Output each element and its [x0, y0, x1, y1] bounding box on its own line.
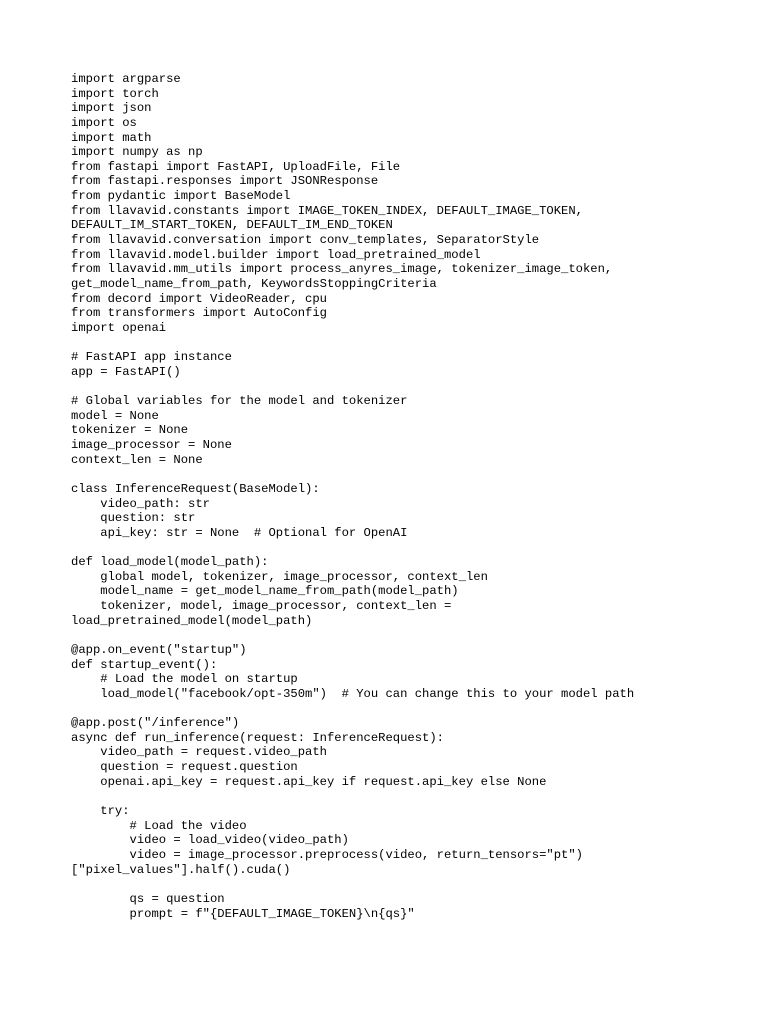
code-line: tokenizer, model, image_processor, context_len =	[71, 599, 452, 614]
code-line: load_pretrained_model(model_path)	[71, 613, 313, 628]
code-line: from decord import VideoReader, cpu	[71, 291, 327, 306]
code-line	[71, 789, 731, 804]
code-line: model_name = get_model_name_from_path(model_path)	[71, 584, 459, 599]
code-line: DEFAULT_IM_START_TOKEN, DEFAULT_IM_END_TOKEN	[71, 218, 393, 233]
code-line: # FastAPI app instance	[71, 350, 232, 365]
code-line: from pydantic import BaseModel	[71, 189, 291, 204]
code-line	[71, 467, 731, 482]
code-line: video_path = request.video_path	[71, 745, 327, 760]
code-line: app = FastAPI()	[71, 364, 181, 379]
code-line: import openai	[71, 320, 167, 335]
code-line: from fastapi.responses import JSONResponse	[71, 174, 379, 189]
code-line: question: str	[71, 511, 196, 526]
code-line: # Global variables for the model and tokenizer	[71, 394, 408, 409]
code-line: import os	[71, 115, 137, 130]
code-line: global model, tokenizer, image_processor, context_len	[71, 569, 488, 584]
code-line: def load_model(model_path):	[71, 555, 269, 570]
code-line: tokenizer = None	[71, 423, 189, 438]
code-line: from llavavid.mm_utils import process_anyres_image, tokenizer_image_token,	[71, 262, 613, 277]
code-line: # Load the video	[71, 818, 247, 833]
code-line: get_model_name_from_path, KeywordsStoppingCriteria	[71, 276, 437, 291]
code-line: image_processor = None	[71, 438, 232, 453]
code-line: question = request.question	[71, 760, 298, 775]
code-line: import math	[71, 130, 152, 145]
code-line: from transformers import AutoConfig	[71, 306, 327, 321]
code-line	[71, 336, 731, 351]
code-line: from llavavid.constants import IMAGE_TOKEN_INDEX, DEFAULT_IMAGE_TOKEN,	[71, 203, 583, 218]
code-line: import torch	[71, 86, 159, 101]
code-line: from fastapi import FastAPI, UploadFile, File	[71, 159, 401, 174]
code-line: from llavavid.model.builder import load_pretrained_model	[71, 247, 481, 262]
code-line	[71, 541, 731, 556]
code-line: async def run_inference(request: InferenceRequest):	[71, 730, 444, 745]
code-line: model = None	[71, 408, 159, 423]
code-line: video = image_processor.preprocess(video, return_tensors="pt")	[71, 847, 583, 862]
code-line: import json	[71, 101, 152, 116]
code-line: @app.on_event("startup")	[71, 642, 247, 657]
code-line: ["pixel_values"].half().cuda()	[71, 862, 291, 877]
code-line: video_path: str	[71, 496, 210, 511]
code-line	[71, 379, 731, 394]
code-line: openai.api_key = request.api_key if request.api_key else None	[71, 774, 547, 789]
code-line: qs = question	[71, 891, 225, 906]
code-line: import argparse	[71, 72, 181, 86]
code-line: class InferenceRequest(BaseModel):	[71, 481, 320, 496]
code-line: from llavavid.conversation import conv_templates, SeparatorStyle	[71, 233, 540, 248]
code-line: @app.post("/inference")	[71, 716, 240, 731]
code-line: # Load the model on startup	[71, 672, 298, 687]
code-line: try:	[71, 804, 130, 819]
code-line: api_key: str = None # Optional for OpenAI	[71, 525, 408, 540]
code-line: prompt = f"{DEFAULT_IMAGE_TOKEN}\n{qs}"	[71, 906, 415, 921]
code-line	[71, 877, 731, 892]
code-line	[71, 702, 731, 717]
code-line: load_model("facebook/opt-350m") # You can change this to your model path	[71, 686, 635, 701]
code-block	[71, 72, 731, 921]
code-line: context_len = None	[71, 452, 203, 467]
code-line: def startup_event():	[71, 657, 218, 672]
code-line	[71, 628, 731, 643]
code-line: import numpy as np	[71, 145, 203, 160]
code-line: video = load_video(video_path)	[71, 833, 349, 848]
